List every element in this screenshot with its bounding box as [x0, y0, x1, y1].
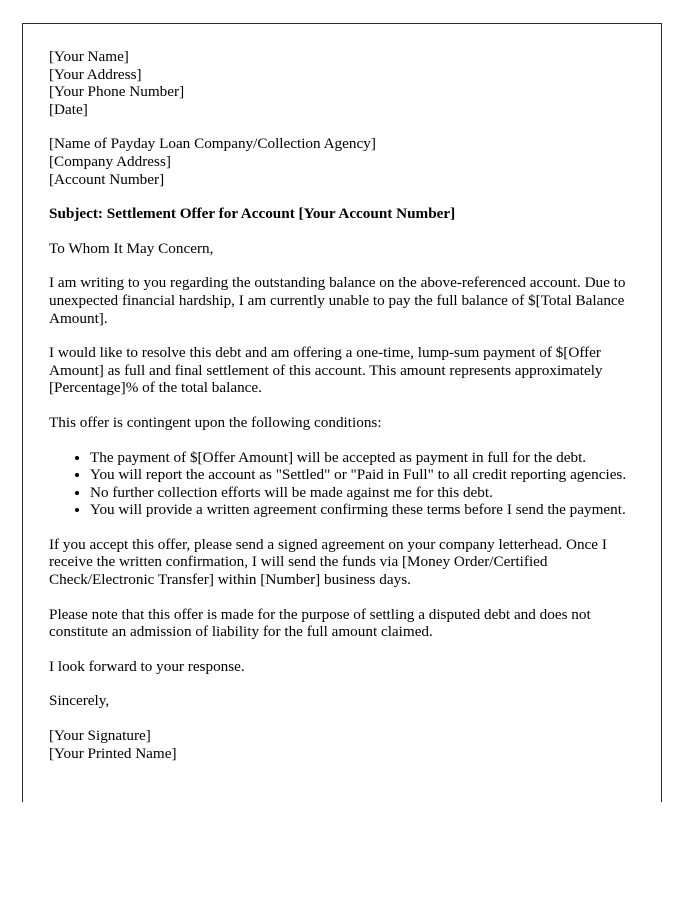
list-item: • You will provide a written agreement confirming these terms before I send the payment.: [90, 501, 639, 519]
paragraph-conditions-intro: This offer is contingent upon the following conditions:: [49, 413, 382, 431]
recipient-company-address: [Company Address]: [49, 152, 171, 170]
paragraph-intro: I am writing to you regarding the outstanding balance on the above-referenced account. Due to unexpected financial hardship, I am currently unable to pay the full balance of $[Total Balance Amount].: [49, 274, 626, 327]
sender-phone: [Your Phone Number]: [49, 83, 185, 101]
paragraph-offer: I would like to resolve this debt and am offering a one-time, lump-sum payment of $[Offer Amount] as full and final settlement of this account. This amount represents approximately [Percentage]% of the total balance.: [49, 344, 603, 397]
list-item: • The payment of $[Offer Amount] will be accepted as payment in full for the debt.: [90, 449, 639, 467]
subject-line: Subject: Settlement Offer for Account [Your Account Number]: [49, 205, 456, 223]
recipient-address-block: [49, 135, 639, 188]
letter-content: [49, 48, 639, 762]
letter-page: [22, 23, 662, 802]
recipient-company-name: [Name of Payday Loan Company/Collection Agency]: [49, 135, 376, 153]
printed-name-placeholder: [Your Printed Name]: [49, 744, 177, 762]
conditions-list: [49, 449, 639, 519]
signoff: Sincerely,: [49, 692, 110, 710]
paragraph-closing-line: I look forward to your response.: [49, 657, 245, 675]
letter-date: [Date]: [49, 100, 88, 118]
signature-block: [49, 727, 639, 762]
list-item: • No further collection efforts will be made against me for this debt.: [90, 484, 639, 502]
list-item: • You will report the account as "Settled" or "Paid in Full" to all credit reporting agencies.: [90, 466, 639, 484]
salutation: To Whom It May Concern,: [49, 239, 214, 257]
sender-address-block: [49, 48, 639, 118]
sender-name: [Your Name]: [49, 48, 129, 65]
paragraph-disclaimer: Please note that this offer is made for the purpose of settling a disputed debt and does not constitute an admission of liability for the full amount claimed.: [49, 605, 591, 641]
paragraph-acceptance: If you accept this offer, please send a signed agreement on your company letterhead. Once I receive the written confirmation, I will send the funds via [Money Order/Certified Check/Electronic Transfer] within [Number] business days.: [49, 535, 607, 589]
recipient-account-number: [Account Number]: [49, 170, 165, 188]
sender-address: [Your Address]: [49, 65, 142, 83]
signature-placeholder: [Your Signature]: [49, 727, 151, 745]
